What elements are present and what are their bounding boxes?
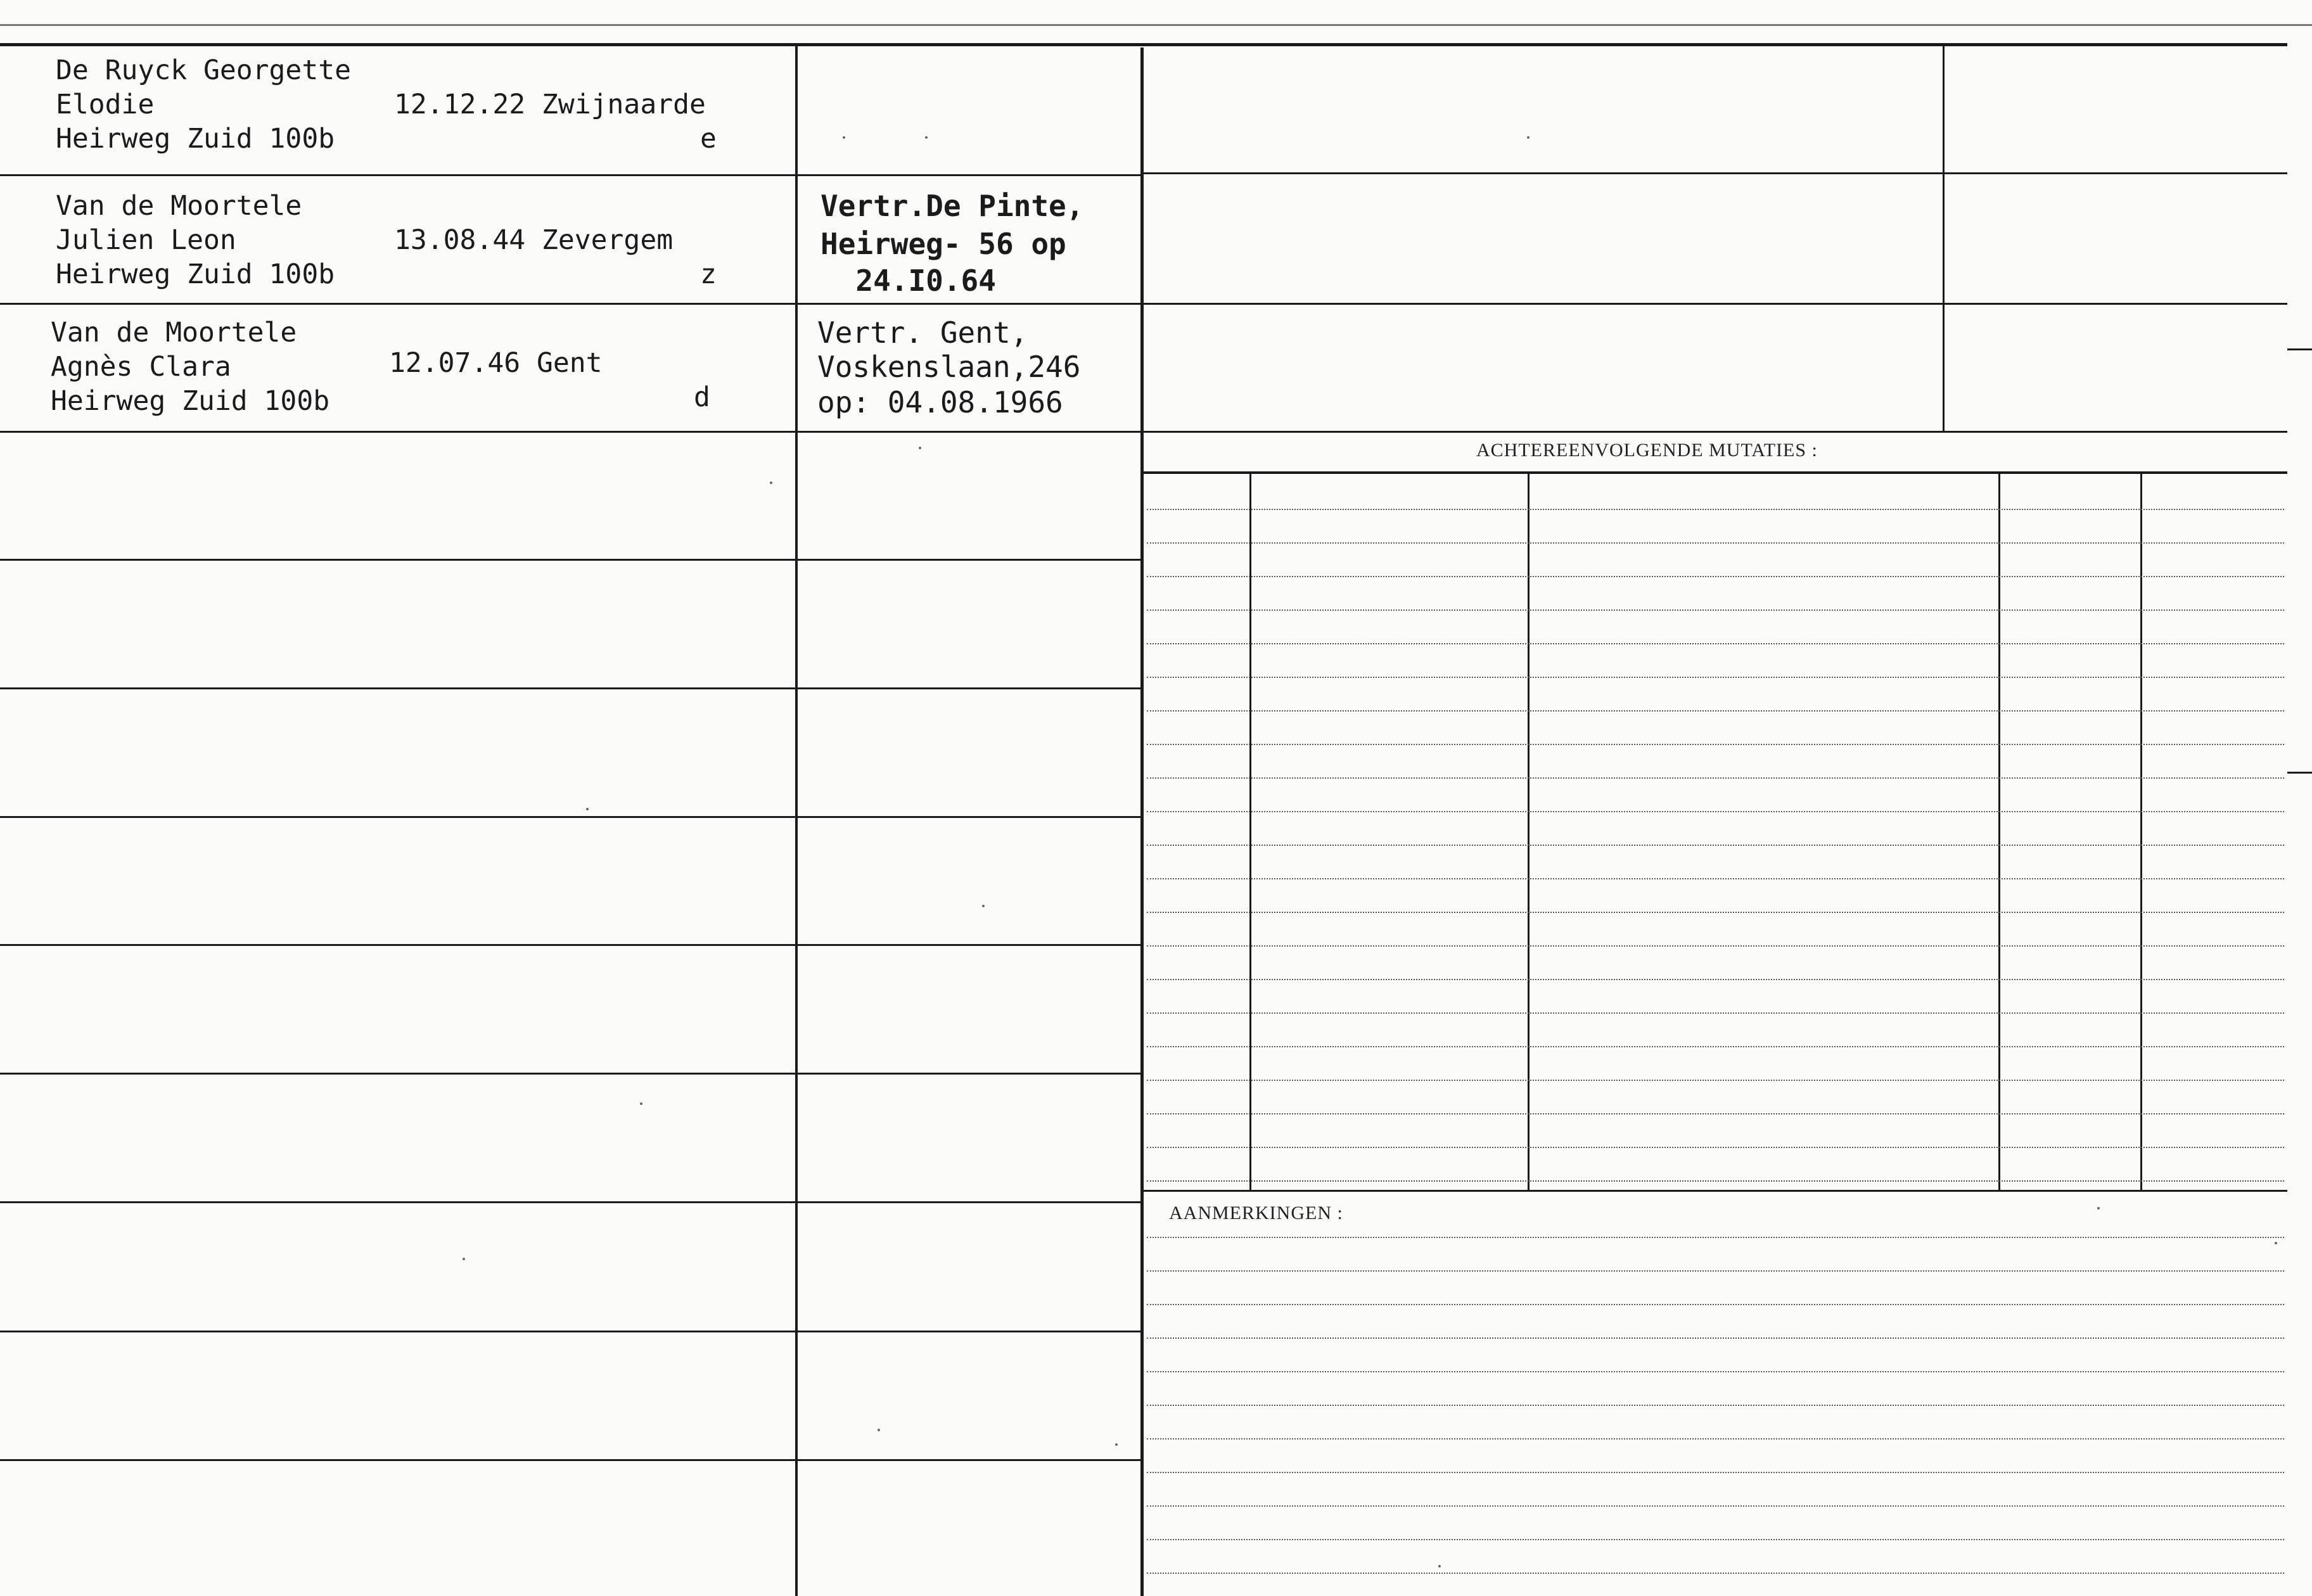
mutation-ruled-line	[1147, 845, 2284, 846]
resident-birth: 12.07.46 Gent	[389, 347, 603, 379]
row-divider	[0, 1201, 1140, 1203]
resident-first-names: Agnès Clara	[51, 351, 231, 383]
mutation-ruled-line	[1147, 1180, 2284, 1182]
resident-birth: 12.12.22 Zwijnaarde	[394, 89, 706, 120]
top-edge-line	[0, 24, 2312, 26]
mutation-ruled-line	[1147, 811, 2284, 812]
row-divider	[0, 303, 1140, 305]
row-divider	[0, 559, 1140, 561]
resident-address: Heirweg Zuid 100b	[56, 259, 335, 290]
paper-speck	[843, 136, 845, 139]
mutation-ruled-line	[1147, 509, 2284, 510]
remarks-title: AANMERKINGEN :	[1169, 1203, 1343, 1223]
mutation-ruled-line	[1147, 945, 2284, 947]
remark-ruled-line	[1147, 1371, 2284, 1372]
resident-remark: 24.I0.64	[821, 264, 996, 298]
mutations-title: ACHTEREENVOLGENDE MUTATIES :	[1476, 440, 1818, 461]
edge-tick	[2287, 348, 2312, 350]
mutation-ruled-line	[1147, 1046, 2284, 1047]
resident-remark: op: 04.08.1966	[817, 385, 1063, 419]
mutation-ruled-line	[1147, 1147, 2284, 1148]
paper-speck	[919, 447, 921, 449]
row-divider	[0, 174, 1140, 176]
column-divider-3	[1943, 44, 1945, 432]
mutation-ruled-line	[1147, 542, 2284, 544]
remark-ruled-line	[1147, 1270, 2284, 1272]
row-divider	[0, 431, 2287, 433]
paper-speck	[770, 482, 772, 484]
remark-ruled-line	[1147, 1304, 2284, 1305]
resident-address: Heirweg Zuid 100b	[51, 385, 330, 417]
remark-ruled-line	[1147, 1405, 2284, 1406]
resident-remark: Vertr. Gent,	[817, 316, 1028, 350]
remark-ruled-line	[1147, 1337, 2284, 1339]
resident-birth: 13.08.44 Zevergem	[394, 224, 674, 256]
resident-name: Van de Moortele	[51, 317, 297, 348]
mutation-ruled-line	[1147, 777, 2284, 779]
resident-remark: Heirweg- 56 op	[821, 227, 1066, 261]
mutation-ruled-line	[1147, 610, 2284, 611]
mutation-ruled-line	[1147, 1080, 2284, 1081]
mutations-column	[1998, 473, 2000, 1191]
mutation-ruled-line	[1147, 912, 2284, 913]
mutation-ruled-line	[1147, 576, 2284, 577]
remark-ruled-line	[1147, 1573, 2284, 1574]
row-divider	[0, 1073, 1140, 1075]
right-row-divider	[1144, 172, 2287, 174]
resident-code: e	[700, 123, 717, 155]
paper-speck	[982, 905, 985, 907]
row-divider	[0, 1459, 1140, 1461]
mutations-column	[2140, 473, 2142, 1191]
row-divider	[0, 944, 1140, 946]
resident-code: z	[700, 259, 717, 290]
resident-address: Heirweg Zuid 100b	[56, 123, 335, 155]
paper-speck	[1438, 1565, 1441, 1567]
resident-code: d	[694, 381, 710, 413]
column-divider-2	[1140, 48, 1144, 1596]
resident-first-names: Julien Leon	[56, 224, 236, 256]
resident-name: De Ruyck Georgette	[56, 54, 351, 86]
resident-name: Van de Moortele	[56, 190, 302, 222]
resident-first-names: Elodie	[56, 89, 155, 120]
mutation-ruled-line	[1147, 979, 2284, 980]
mutation-ruled-line	[1147, 1012, 2284, 1014]
paper-speck	[1115, 1443, 1118, 1446]
mutation-ruled-line	[1147, 677, 2284, 678]
mutations-column	[1528, 473, 1530, 1191]
resident-remark: Voskenslaan,246	[817, 350, 1081, 384]
remark-ruled-line	[1147, 1505, 2284, 1507]
paper-speck	[1527, 136, 1530, 139]
mutations-column	[1249, 473, 1251, 1191]
right-row-divider	[1144, 303, 2287, 305]
remark-ruled-line	[1147, 1438, 2284, 1440]
remark-ruled-line	[1147, 1539, 2284, 1540]
paper-speck	[2097, 1207, 2100, 1210]
paper-speck	[925, 136, 928, 139]
paper-speck	[878, 1429, 880, 1431]
mutation-ruled-line	[1147, 878, 2284, 879]
mutation-ruled-line	[1147, 744, 2284, 745]
edge-tick	[2287, 772, 2312, 774]
paper-speck	[586, 808, 589, 810]
column-divider-1	[795, 44, 798, 1596]
paper-speck	[463, 1258, 465, 1260]
row-divider	[0, 1331, 1140, 1332]
row-divider	[0, 687, 1140, 689]
mutations-top-border	[1144, 471, 2287, 474]
remark-ruled-line	[1147, 1237, 2284, 1238]
mutation-ruled-line	[1147, 643, 2284, 644]
row-divider	[0, 816, 1140, 818]
resident-remark: Vertr.De Pinte,	[821, 189, 1084, 223]
remark-ruled-line	[1147, 1472, 2284, 1473]
paper-speck	[2275, 1242, 2277, 1244]
mutation-ruled-line	[1147, 1113, 2284, 1114]
paper-speck	[640, 1102, 642, 1105]
mutation-ruled-line	[1147, 710, 2284, 712]
mutations-bottom-border	[1144, 1190, 2287, 1192]
